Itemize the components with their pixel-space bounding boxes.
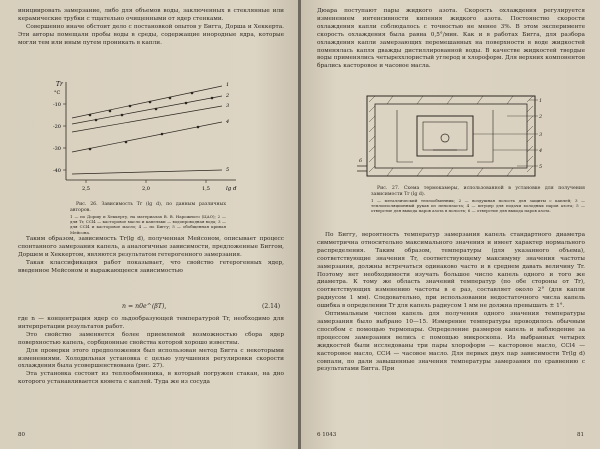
- caption-legend: 1 — по Доршу и Хеккерту, на материалах В. В. Нарожного (ЦАО); 2 — для Tr, CCl4 — касторовое масло и капельки — водопроводная вода; 3 — для CCl4 и касторовое масло; 4 — по Биггу; 5 — обобщенная кривая Мейсона.: [70, 214, 226, 235]
- caption-title: Рис. 26. Зависимость Tr (lg d), по данным различных авторов.: [70, 202, 226, 213]
- y-tick-label: -10: [52, 102, 61, 108]
- cuvette-inner: [423, 122, 467, 150]
- left-middle-text: [18, 236, 284, 276]
- svg-text:5: 5: [539, 164, 543, 170]
- curve-5: [72, 170, 222, 174]
- heat-exchanger-outer: [367, 96, 535, 176]
- left-top-text: [18, 8, 284, 48]
- svg-text:6: 6: [359, 158, 363, 164]
- signature-mark: 6 1043: [317, 432, 337, 438]
- page-number-right: 81: [577, 432, 584, 438]
- figure-26-graph: [26, 76, 256, 198]
- nitrogen-inlet-tube: [357, 166, 367, 171]
- figure-27-caption: [371, 186, 585, 214]
- y-tick-label: -40: [52, 168, 61, 174]
- line-label: 3: [226, 103, 230, 109]
- svg-text:3: 3: [539, 132, 543, 138]
- right-top-text: [317, 8, 585, 71]
- y-axis-label: Tr: [56, 81, 63, 88]
- paragraph: инициировать замерзание, либо для объемов воды, заключенных в стеклянные или керамические трубки с тщательно очищенными от ядер стенками.: [18, 8, 284, 22]
- line-label: 2: [226, 93, 230, 99]
- paragraph: Дюара поступают пары жидкого азота. Скорость охлаждения регулируется изменением интенсивности кипения жидкого азота. Постоянство скорости охлаждения капли соблюдалось с точностью не менее 3%. В этом эксперименте скорость охлаждения была равна 0,5°/мин. Как и в работах Бигга, для разбора охлаждения капли замерзающих перемешанных на поверхности в воде жидкостей поменялась капля дважды дистиллированной воды. В качестве жидкостей твердые воды применялись четыреххлористый углерод и хлороформ. Для верхних компонентов брались касторовое и часовое масла.: [317, 8, 585, 70]
- droplet: [441, 134, 449, 142]
- data-points: [89, 92, 214, 151]
- equation-number: (2.14): [262, 303, 281, 310]
- line-label: 1: [226, 82, 230, 88]
- caption-title: Рис. 27. Схема термокамеры, использованной в установке для получения зависимости Tr (lg d).: [371, 186, 585, 197]
- line-label: 5: [226, 167, 230, 173]
- line-label: 4: [226, 119, 230, 125]
- right-page: [301, 0, 600, 449]
- paragraph: Для проверки этого предположения был использован метод Бигга с некоторыми изменениями. Холодильная установка с целью улучшения регулировки скорости охлаждения была усовершенствована (рис. 27).: [18, 347, 284, 370]
- paragraph: Такая классификация работ показывает, что свойство гетерогенных ядер, введенное Мейсоном и выражающееся зависимостью: [18, 259, 284, 274]
- y-axis-unit: °C: [54, 90, 61, 96]
- x-tick-label: 2,0: [142, 186, 150, 192]
- x-tick-label: 1,5: [202, 186, 210, 192]
- left-bottom-text: [18, 316, 284, 387]
- x-axis-label: lg d: [226, 186, 237, 192]
- svg-text:2: 2: [539, 114, 543, 120]
- page-number-left: 80: [18, 432, 25, 438]
- paragraph: Эта установка состоит из теплообменника, в который погружен стакан, на дно которого устанавливается кювета с каплей. Туда же из сосуда: [18, 371, 284, 386]
- figure-26-caption: [70, 202, 226, 235]
- paragraph: Это свойство заменяется более приемлемой возможностью сбора ядер поверхностью капель, сорбционные свойства которой хорошо известны.: [18, 331, 284, 346]
- paragraph: Таким образом, зависимость Tr(lg d), полученная Мейсоном, описывает процесс спонтанного замерзания капель, а аналогичные зависимости, предложенные Биггом, Доршем и Хеккертом, являются результатом гетерогенного замерзания.: [18, 236, 284, 258]
- curve-1: [72, 86, 222, 118]
- equation-2-14: n = n0e^(βT),: [122, 303, 167, 310]
- right-bottom-text: [317, 232, 585, 374]
- svg-text:4: 4: [539, 148, 543, 154]
- paragraph: где n — концентрация ядер со льдообразующей температурой Tr, необходимо для интерпретации результатов работ.: [18, 316, 284, 330]
- paragraph: По Биггу, вероятность температур замерзания капель стандартного диаметра симметрична относительно максимального значения и имеет характер нормального распределения. Таким образом, температуры (для указанного объема), соответствующие значения Tr, соответствующему максимуму значения частоты замерзания, должны встречаться одинаково часто и в среднем давать величину Tr. Поэтому нет необходимости изучать большое число капель одного и того же диаметра. К тому же область значений температур (по обе стороны от Tr), соответствующих изменению частоты в е раз, составляет около 2° (для капли радиусом 1 мм). Следовательно, при использовании недостаточного числа капель ошибка в определении Tr для капель радиусом 1 мм не должна превышать ± 1°.: [317, 232, 585, 310]
- svg-text:1: 1: [539, 98, 543, 104]
- insulation-wall: [375, 104, 527, 168]
- paragraph: Оптимальным числом капель для получения одного значения температуры замерзания было выбрано 10—15. Измерение температуры проводилось обычным способом с помощью термопары. Определение размеров капель и наблюдение за процессом замерзания велись с помощью микроскопа. Из выбранных четырех жидкостей были исследованы три пары хлороформ — касторовое масло, CCl4 — касторовое масло, CCl4 — часовое масло. Для первых двух пар зависимости Tr(lg d) совпали, по дали завышенные значения температуры замерзания по сравнению с результатами Бигга. При: [317, 311, 585, 373]
- y-tick-label: -30: [52, 146, 61, 152]
- figure-27-diagram: [357, 92, 547, 180]
- curve-4: [72, 122, 222, 152]
- paragraph: Совершенно иначе обстоит дело с постановкой опытов у Бигга, Дорша и Хеккерта. Эти авторы помещали пробы воды в среды, содержащие инородные ядра, которые могли тем или иным путем проникать в капли.: [18, 23, 284, 46]
- x-tick-label: 2,5: [82, 186, 90, 192]
- caption-legend: 1 — металлический теплообменник; 2 — воздушная полость для защиты с каплей; 3 — теплоизоляционный рукав из пенопласта; 4 — штуцер для подачи холодных паров азота; 5 — отверстие для выхода паров азота в полость; 6 — отверстие для выхода паров азота.: [371, 198, 585, 214]
- left-page: [0, 0, 299, 449]
- y-tick-label: -20: [52, 124, 61, 130]
